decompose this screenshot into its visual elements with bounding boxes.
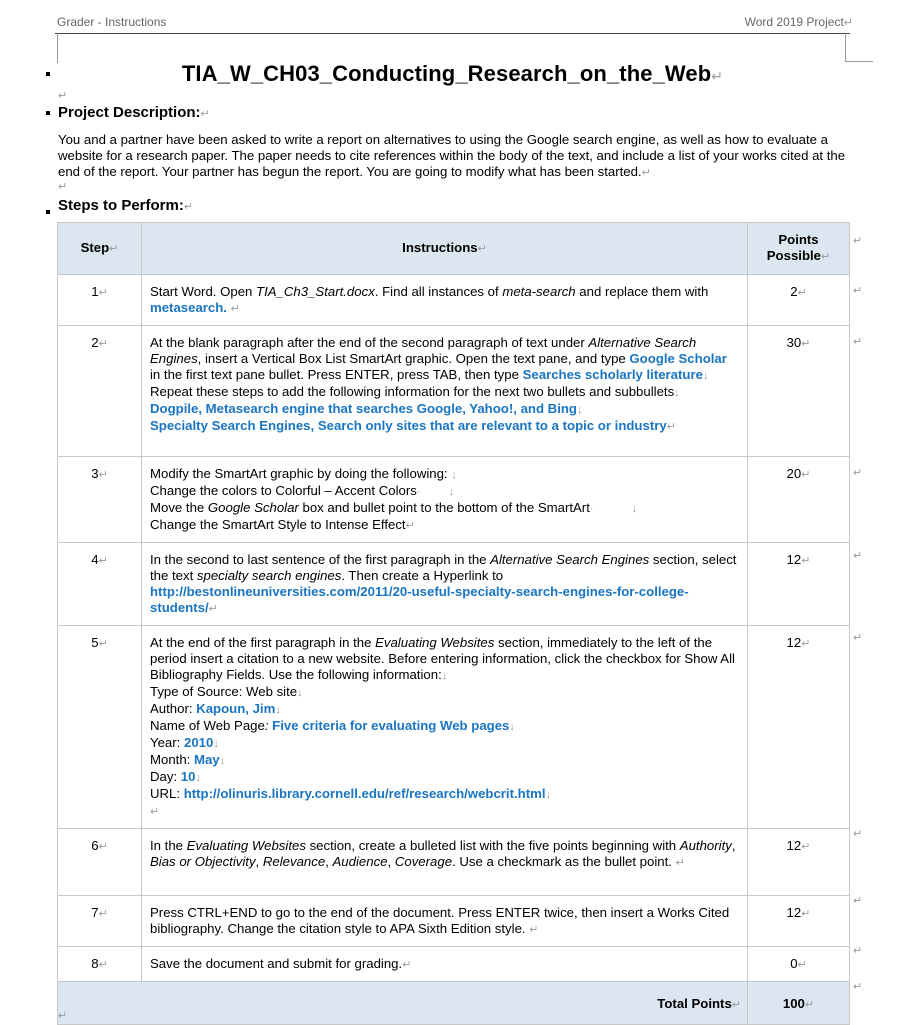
step-instruction[interactable]: In the Evaluating Websites section, create a bulleted list with the five points beginning with Authority, Bias or Objectivity, Relevance, Audience, Coverage. Use a checkmark as the bullet point. ↵	[142, 829, 748, 896]
step-points: 30↵	[748, 326, 850, 457]
step-number: 7↵	[58, 896, 142, 947]
steps-table	[57, 222, 850, 1025]
step-number: 3↵	[58, 457, 142, 543]
step-number: 1↵	[58, 275, 142, 326]
step-points: 20↵	[748, 457, 850, 543]
step-instruction[interactable]: Modify the SmartArt graphic by doing the following: ↓ Change the colors to Colorful – Accent Colors· ↓ Move the Google Scholar box and bullet point to the bottom of the SmartArt· ↓ Change the SmartArt Style to Intense Effect↵	[142, 457, 748, 543]
table-row	[58, 457, 850, 543]
row-end-mark: ↵	[853, 945, 863, 957]
table-row	[58, 829, 850, 896]
step-instruction[interactable]: Press CTRL+END to go to the end of the document. Press ENTER twice, then insert a Works Cited bibliography. Change the citation style to APA Sixth Edition style. ↵	[142, 896, 748, 947]
row-end-mark: ↵	[853, 467, 863, 479]
steps-heading[interactable]: Steps to Perform:↵	[58, 197, 194, 214]
step-number: 8↵	[58, 947, 142, 982]
step-instruction[interactable]: At the end of the first paragraph in the Evaluating Websites section, immediately to the left of the period insert a citation to a new website. Before entering information, click the checkbox for Show All Bibliography Fields. Use the following information:↓ Type of Source: Web site↓ Author: Kapoun, Jim↓ Name of Web Page: Five criteria for evaluating Web pages↓ Year: 2010↓ Month: May↓ Day: 10↓ URL: http://olinuris.library.cornell.edu/ref/research/webcrit.html↓ ↵	[142, 626, 748, 829]
table-header-row	[58, 223, 850, 275]
step-number: 4↵	[58, 543, 142, 626]
table-row	[58, 626, 850, 829]
bullet-marker	[46, 111, 50, 115]
row-end-mark: ↵	[853, 235, 863, 247]
empty-paragraph: ↵	[58, 181, 68, 193]
crop-mark-left	[57, 33, 58, 63]
row-end-mark: ↵	[853, 336, 863, 348]
row-end-mark: ↵	[853, 550, 863, 562]
crop-mark-right	[845, 33, 846, 61]
total-value: 100↵	[748, 982, 850, 1025]
step-points: 2↵	[748, 275, 850, 326]
step-points: 12↵	[748, 543, 850, 626]
project-description-heading[interactable]: Project Description:↵	[58, 104, 210, 121]
row-end-mark: ↵	[853, 632, 863, 644]
empty-paragraph: ↵	[58, 90, 68, 102]
document-title[interactable]: TIA_W_CH03_Conducting_Research_on_the_Web↵	[181, 61, 724, 86]
step-number: 6↵	[58, 829, 142, 896]
table-row	[58, 947, 850, 982]
table-row	[58, 896, 850, 947]
table-row	[58, 275, 850, 326]
total-label: Total Points↵	[58, 982, 748, 1025]
step-instruction[interactable]: Save the document and submit for grading.↵	[142, 947, 748, 982]
step-points: 12↵	[748, 896, 850, 947]
step-instruction[interactable]: At the blank paragraph after the end of the second paragraph of text under Alternative Search Engines, insert a Vertical Box List SmartArt graphic. Open the text pane, and type Google Scholar in the first text pane bullet. Press ENTER, press TAB, then type Searches scholarly literature↓ Repeat these steps to add the following information for the next two bullets and subbullets↓ Dogpile, Metasearch engine that searches Google, Yahoo!, and Bing↓ Specialty Search Engines, Search only sites that are relevant to a topic or industry↵	[142, 326, 748, 457]
step-points: 0↵	[748, 947, 850, 982]
header-step[interactable]: Step↵	[58, 223, 142, 275]
empty-paragraph: ↵	[58, 1010, 68, 1022]
step-points: 12↵	[748, 829, 850, 896]
row-end-mark: ↵	[853, 285, 863, 297]
row-end-mark: ↵	[853, 828, 863, 840]
total-row	[58, 982, 850, 1025]
step-instruction[interactable]: Start Word. Open TIA_Ch3_Start.docx. Find all instances of meta-search and replace them with metasearch. ↵	[142, 275, 748, 326]
row-end-mark: ↵	[853, 895, 863, 907]
header-rule	[55, 33, 850, 34]
row-end-mark: ↵	[853, 981, 863, 993]
step-number: 5↵	[58, 626, 142, 829]
step-instruction[interactable]: In the second to last sentence of the first paragraph in the Alternative Search Engines section, select the text specialty search engines. Then create a Hyperlink to http://bestonlineuniversities.com/2011/20-useful-specialty-search-engines-for-college-students/↵	[142, 543, 748, 626]
header-points-possible[interactable]: Points Possible↵	[748, 223, 850, 275]
header-instructions[interactable]: Instructions↵	[142, 223, 748, 275]
header-left: Grader - Instructions	[57, 15, 167, 29]
header-right: Word 2019 Project↵	[744, 15, 853, 29]
bullet-marker	[46, 210, 50, 214]
table-row	[58, 543, 850, 626]
step-number: 2↵	[58, 326, 142, 457]
project-description-text[interactable]: You and a partner have been asked to write a report on alternatives to using the Google search engine, as well as how to evaluate a website for a research paper. The paper needs to cite references within the body of the text, and include a list of your works cited at the end of the report. Your partner has begun the report. You are going to modify what has been started.↵	[58, 132, 846, 179]
table-row	[58, 326, 850, 457]
step-points: 12↵	[748, 626, 850, 829]
